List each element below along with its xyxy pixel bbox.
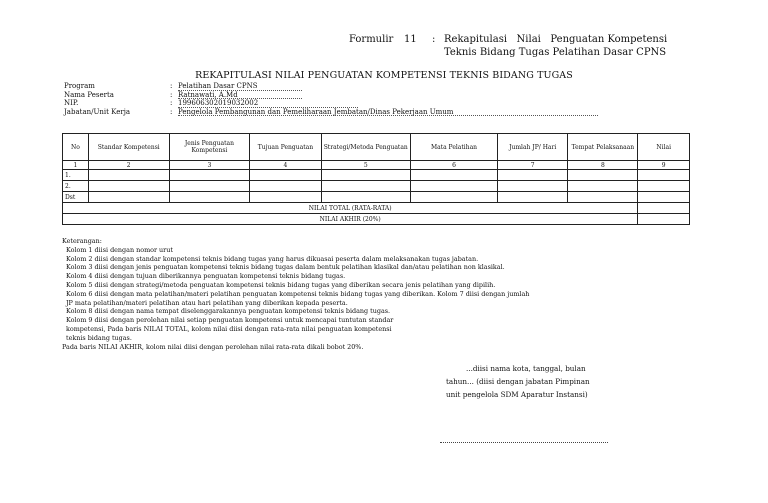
final-label: NILAI AKHIR (20%) (63, 214, 638, 225)
notes-line: Pada baris NILAI AKHIR, kolom nilai diisi dengan perolehan nilai rata-rata dikali bobot 20%. (62, 342, 364, 351)
formulir-colon: : (432, 34, 436, 45)
col-header: No (63, 134, 89, 161)
meta-label: Nama Peserta (64, 90, 114, 99)
row-number: Dst (63, 192, 89, 203)
signature-block (446, 362, 676, 401)
formulir-line1: Rekapitulasi Nilai Penguatan Kompetensi (444, 34, 668, 45)
col-header: Nilai (638, 134, 690, 161)
meta-row-nip: NIP. : 199606302019032002 (64, 99, 624, 108)
col-number: 4 (250, 161, 321, 170)
formulir-label: Formulir (349, 34, 394, 45)
total-row (63, 203, 690, 214)
signature-line: tahun... (diisi dengan jabatan Pimpinan (446, 377, 590, 386)
notes-line: teknis bidang tugas. (66, 333, 132, 342)
table-row (63, 170, 690, 181)
meta-value: Ratnawati, A.Md (178, 91, 302, 100)
col-header: Tujuan Penguatan (250, 134, 321, 161)
rekap-table (62, 133, 690, 225)
meta-value: 199606302019032002 (178, 99, 358, 108)
col-number: 2 (88, 161, 169, 170)
meta-block (64, 82, 624, 116)
notes-line: Kolom 8 diisi dengan nama tempat diselenggarakannya penguatan kompetensi teknis bidang tugas. (66, 307, 391, 316)
table-row (63, 181, 690, 192)
meta-label: Jabatan/Unit Kerja (64, 107, 131, 116)
meta-row-program: Program : Pelatihan Dasar CPNS (64, 82, 624, 91)
col-header: Mata Pelatihan (410, 134, 497, 161)
meta-row-jabatan: Jabatan/Unit Kerja : Pengelola Pembangunan dan Pemeliharaan Jembatan/Dinas Pekerjaan Umum (64, 108, 624, 117)
col-number: 7 (498, 161, 568, 170)
col-header: Standar Kompetensi (88, 134, 169, 161)
notes-block (62, 237, 712, 351)
col-number: 5 (321, 161, 410, 170)
col-header: Strategi/Metoda Penguatan (321, 134, 410, 161)
notes-line: Kolom 6 diisi dengan mata pelatihan/materi pelatihan penguatan kompetensi teknis bidang tugas yang diberikan. Kolom 7 diisi dengan jumlah (66, 289, 530, 298)
formulir-number: 11 (404, 34, 417, 45)
notes-line: Kolom 2 diisi dengan standar kompetensi teknis bidang tugas yang harus dikuasai peserta dalam melaksanakan tugas jabatan. (66, 254, 479, 263)
meta-label: Program (64, 82, 95, 90)
col-number: 6 (410, 161, 497, 170)
notes-line: Kolom 1 diisi dengan nomor urut (66, 245, 173, 254)
notes-line: Kolom 4 diisi dengan tujuan diberikannya penguatan kompetensi teknis bidang tugas. (66, 272, 346, 281)
meta-value: Pengelola Pembangunan dan Pemeliharaan Jembatan/Dinas Pekerjaan Umum (178, 108, 598, 117)
meta-label: NIP. (64, 99, 79, 107)
page-title: REKAPITULASI NILAI PENGUATAN KOMPETENSI TEKNIS BIDANG TUGAS (195, 70, 573, 81)
table-row (63, 192, 690, 203)
col-number: 9 (638, 161, 690, 170)
notes-line: Kolom 3 diisi dengan jenis penguatan kompetensi teknis bidang tugas dalam bentuk pelatihan klasikal dan/atau pelatihan non klasikal. (66, 263, 505, 272)
col-header: Tempat Pelaksanaan (568, 134, 638, 161)
col-header: Jenis Penguatan Kompetensi (169, 134, 250, 161)
total-label: NILAI TOTAL (RATA-RATA) (63, 203, 638, 214)
row-number: 2. (63, 181, 89, 192)
notes-line: kompetensi, Pada baris NILAI TOTAL, kolom nilai diisi dengan rata-rata nilai penguatan kompetensi (66, 324, 392, 333)
notes-line: JP mata pelatihan/materi pelatihan atau hari pelatihan yang diberikan kepada peserta. (66, 298, 348, 307)
notes-heading: Keterangan: (62, 237, 102, 245)
notes-line: Kolom 5 diisi dengan strategi/metoda penguatan kompetensi teknis bidang tugas yang diberikan secara jenis pelatihan yang dipilih. (66, 280, 496, 289)
meta-row-nama: Nama Peserta : Ratnawati, A.Md (64, 91, 624, 100)
signature-line: ...diisi nama kota, tanggal, bulan (466, 364, 586, 373)
signature-line: unit pengelola SDM Aparatur Instansi) (446, 390, 588, 399)
col-number: 1 (63, 161, 89, 170)
signature-dotted-line (440, 442, 608, 443)
meta-value: Pelatihan Dasar CPNS (178, 82, 302, 91)
col-number: 8 (568, 161, 638, 170)
final-row (63, 214, 690, 225)
col-header: Jumlah JP/ Hari (498, 134, 568, 161)
notes-line: Kolom 9 diisi dengan perolehan nilai setiap penguatan kompetensi untuk mencapai tuntutan standar (66, 316, 394, 325)
formulir-line2: Teknis Bidang Tugas Pelatihan Dasar CPNS (444, 47, 667, 58)
number-row (63, 161, 690, 170)
col-number: 3 (169, 161, 250, 170)
header-row (63, 134, 690, 161)
row-number: 1. (63, 170, 89, 181)
